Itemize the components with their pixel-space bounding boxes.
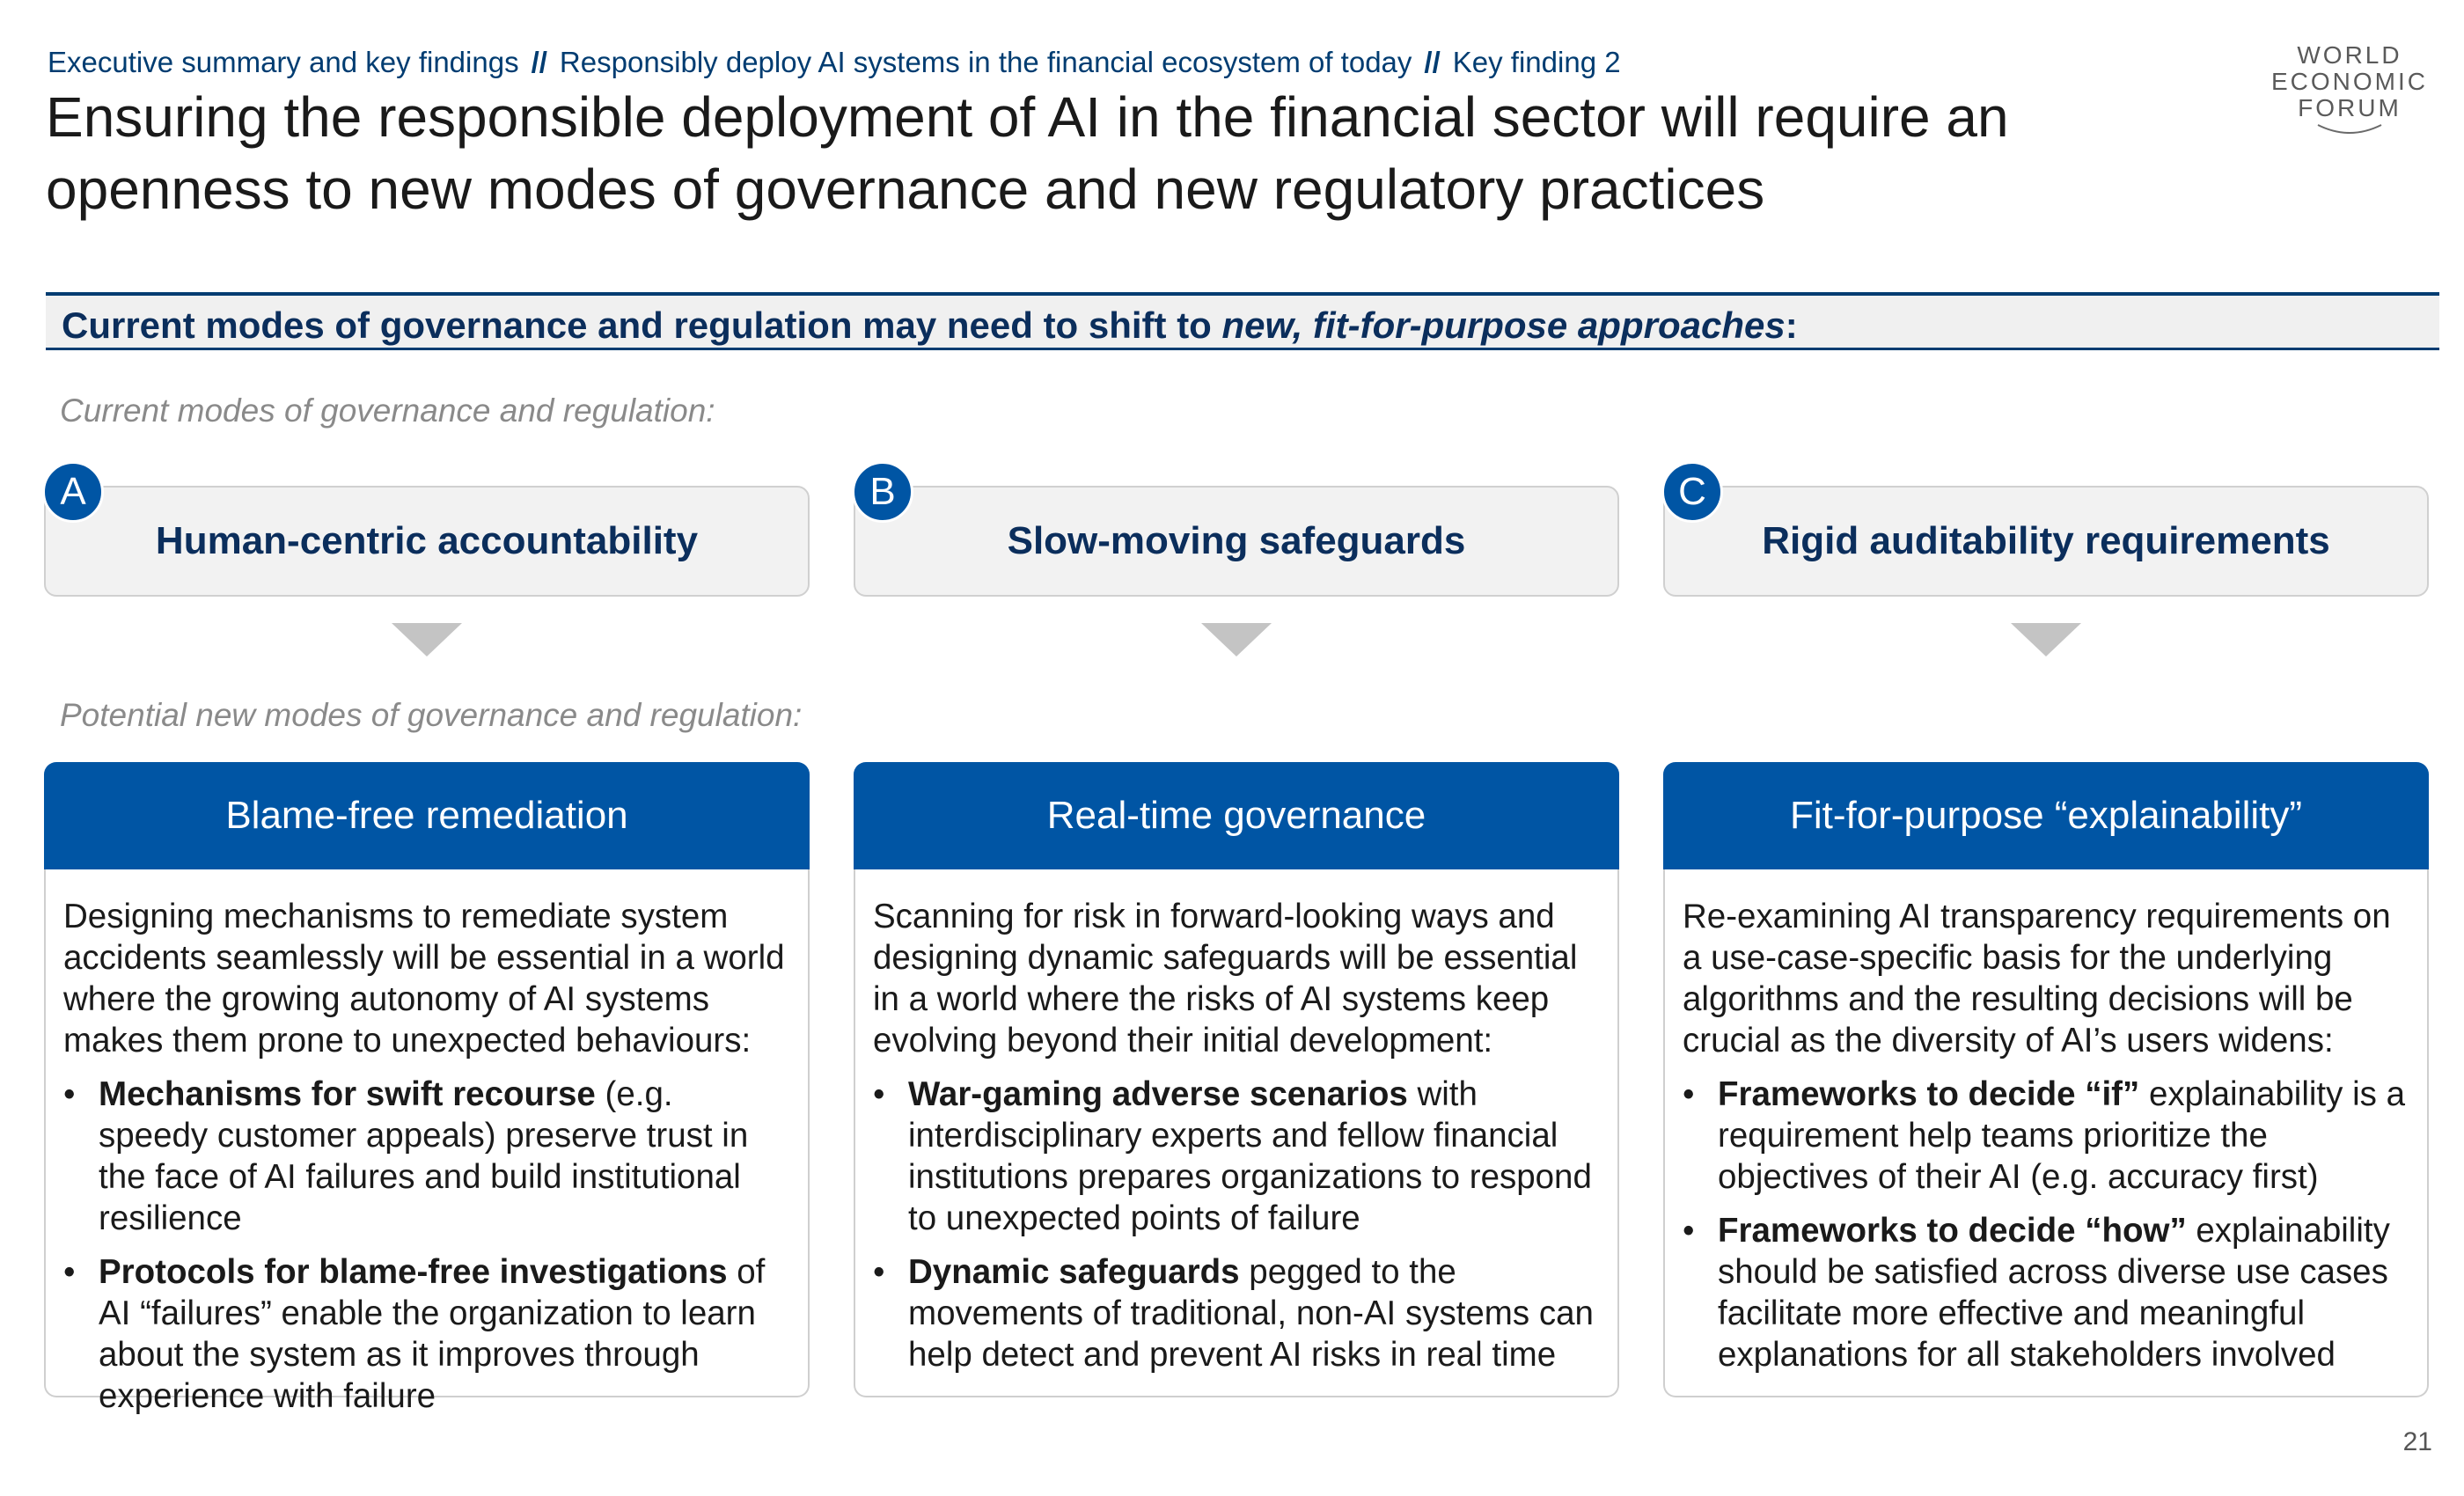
breadcrumb-section[interactable]: Executive summary and key findings <box>48 46 519 78</box>
bullet-icon: • <box>1683 1075 1695 1113</box>
bullet-text: of AI “failures” enable the organization to learn about the system as it improves through experience with failure <box>99 1253 766 1415</box>
bullet-item <box>1683 1074 2409 1198</box>
new-mode-intro-c: Re-examining AI transparency requirements on a use-case-specific basis for the underlying algorithms and the resulting decisions will be crucial as the diversity of AI’s users widens: <box>1683 898 2391 1060</box>
down-arrow-icon <box>2011 623 2081 656</box>
bullet-bold: War-gaming adverse scenarios <box>908 1075 1408 1113</box>
down-arrow-icon <box>1201 623 1272 656</box>
logo-line-world: WORLD <box>2297 41 2402 69</box>
new-mode-title-c: Fit-for-purpose “explainability” <box>1790 794 2302 837</box>
new-mode-body-a <box>44 869 810 1415</box>
breadcrumb-subsection[interactable]: Responsibly deploy AI systems in the financial ecosystem of today <box>559 46 1412 78</box>
banner-lead: Current modes of governance and regulation may need to shift to <box>62 304 1222 346</box>
page-title: Ensuring the responsible deployment of AI in the financial sector will require an openness to new modes of governance and new regulatory practices <box>46 85 2009 221</box>
breadcrumb <box>48 46 1621 79</box>
down-arrow-icon <box>392 623 462 656</box>
banner-tail: : <box>1785 304 1798 346</box>
new-mode-header-a <box>44 762 810 869</box>
logo-line-economic: ECONOMIC <box>2271 68 2428 95</box>
current-mode-box-b <box>854 486 1619 597</box>
new-modes-label: Potential new modes of governance and regulation: <box>60 697 803 733</box>
bullet-bold: Protocols for blame-free investigations <box>99 1253 728 1291</box>
current-modes-label: Current modes of governance and regulation: <box>60 392 715 429</box>
key-message-banner <box>46 292 2439 350</box>
bullet-bold: Frameworks to decide “if” <box>1718 1075 2140 1113</box>
breadcrumb-separator: // <box>1424 46 1441 78</box>
bullet-item <box>63 1074 790 1239</box>
letter-badge-b: B <box>852 461 913 523</box>
new-mode-title-a: Blame-free remediation <box>225 794 628 837</box>
bullet-item <box>873 1251 1600 1375</box>
new-mode-body-c <box>1663 869 2429 1397</box>
bullet-text: (e.g. speedy customer appeals) preserve trust in the face of AI failures and build institutional resilience <box>99 1075 749 1237</box>
bullet-item <box>873 1074 1600 1239</box>
letter-badge-c: C <box>1661 461 1723 523</box>
current-mode-box-c <box>1663 486 2429 597</box>
letter-badge-a: A <box>42 461 104 523</box>
new-mode-body-b <box>854 869 1619 1397</box>
bullet-icon: • <box>873 1253 885 1291</box>
logo-line-forum: FORUM <box>2298 94 2402 121</box>
bullet-text: explainability is a requirement help teams prioritize the objectives of their AI (e.g. accuracy first) <box>1718 1075 2405 1196</box>
bullet-icon: • <box>873 1075 885 1113</box>
bullet-text: explainability should be satisfied across diverse use cases facilitate more effective and meaningful explanations for all stakeholders involved <box>1718 1212 2390 1374</box>
current-mode-box-a <box>44 486 810 597</box>
bullet-item <box>1683 1210 2409 1375</box>
new-mode-header-b <box>854 762 1619 869</box>
bullet-icon: • <box>63 1075 76 1113</box>
current-mode-label-b: Slow-moving safeguards <box>1007 519 1466 562</box>
bullet-list-b <box>873 1074 1600 1375</box>
bullet-text: with interdisciplinary experts and fellow financial institutions prepares organizations to respond to unexpected points of failure <box>908 1075 1592 1237</box>
banner-text <box>62 304 1798 347</box>
bullet-icon: • <box>1683 1212 1695 1250</box>
breadcrumb-current[interactable]: Key finding 2 <box>1452 46 1621 78</box>
breadcrumb-separator: // <box>531 46 547 78</box>
wef-logo <box>2262 42 2438 136</box>
new-mode-title-b: Real-time governance <box>1046 794 1426 837</box>
bullet-icon: • <box>63 1253 76 1291</box>
bullet-list-c <box>1683 1074 2409 1375</box>
bullet-bold: Frameworks to decide “how” <box>1718 1212 2187 1250</box>
current-mode-label-c: Rigid auditability requirements <box>1762 519 2330 562</box>
page-number: 21 <box>2402 1427 2432 1456</box>
bullet-list-a <box>63 1074 790 1417</box>
bullet-bold: Mechanisms for swift recourse <box>99 1075 596 1113</box>
new-mode-intro-b: Scanning for risk in forward-looking ways and designing dynamic safeguards will be essential in a world where the risks of AI systems keep evolving beyond their initial development: <box>873 898 1578 1060</box>
new-mode-intro-a: Designing mechanisms to remediate system accidents seamlessly will be essential in a world where the growing autonomy of AI systems makes them prone to unexpected behaviours: <box>63 898 785 1060</box>
new-mode-header-c <box>1663 762 2429 869</box>
banner-emphasis: new, fit-for-purpose approaches <box>1221 304 1786 346</box>
bullet-text: pegged to the movements of traditional, non-AI systems can help detect and prevent AI risks in real time <box>908 1253 1594 1374</box>
logo-arc-icon <box>2314 123 2385 136</box>
current-mode-label-a: Human-centric accountability <box>155 519 699 562</box>
bullet-bold: Dynamic safeguards <box>908 1253 1240 1291</box>
bullet-item <box>63 1251 790 1417</box>
